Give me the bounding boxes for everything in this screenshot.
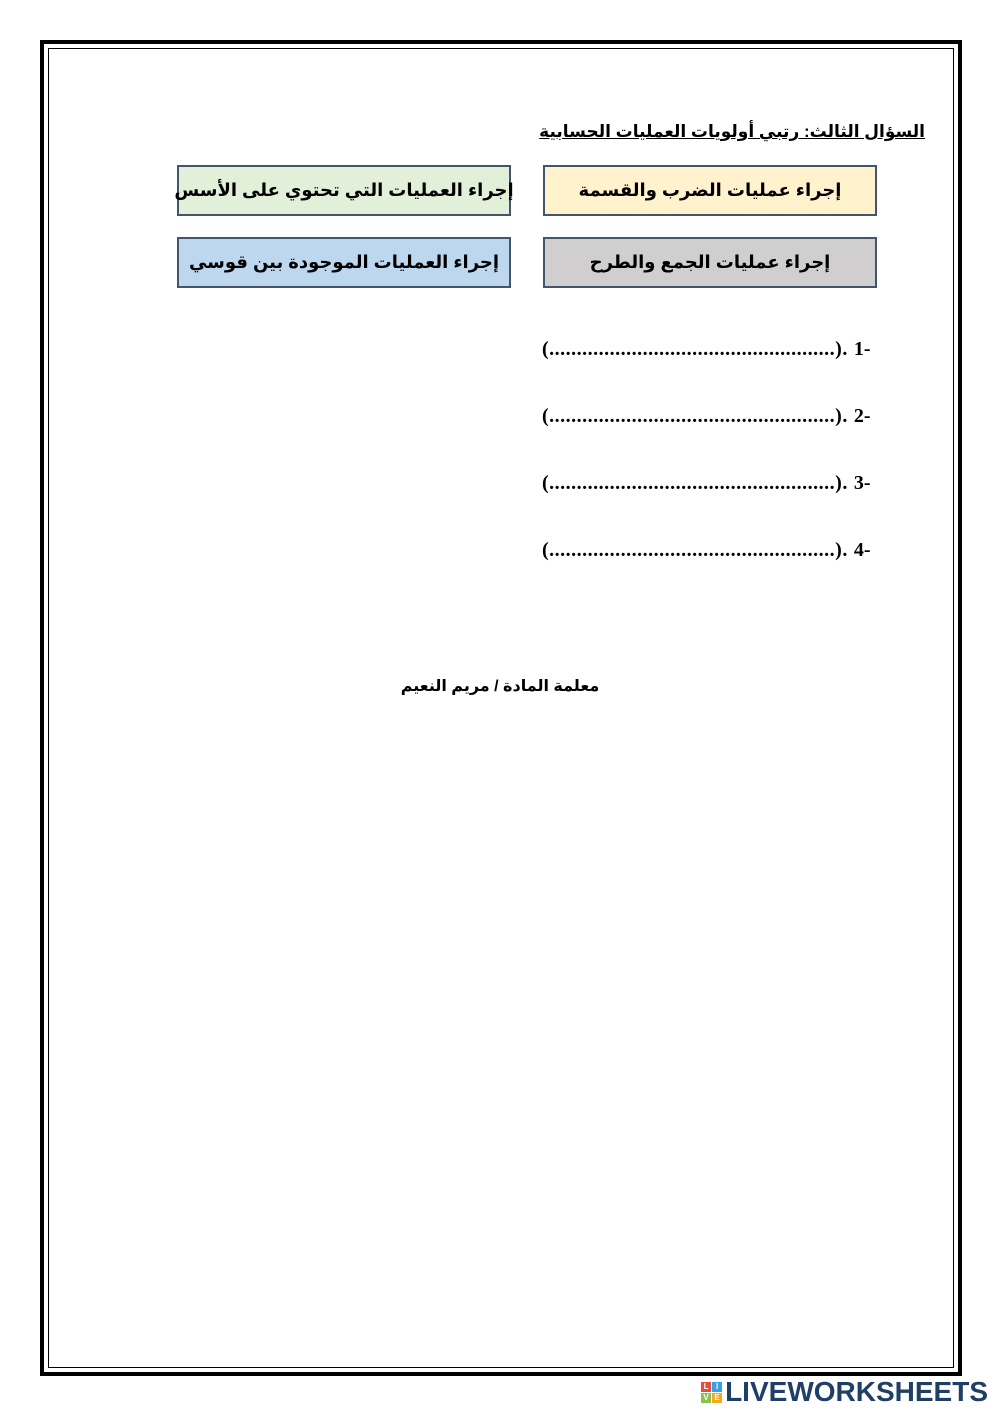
option-parentheses[interactable]: إجراء العمليات الموجودة بين قوسي (177, 237, 511, 288)
answer-blank-4[interactable]: (....................................................). (542, 539, 848, 561)
question-title: السؤال الثالث: رتبي أولويات العمليات الحسابية (539, 122, 925, 141)
option-add-subtract[interactable]: إجراء عمليات الجمع والطرح (543, 237, 877, 288)
answer-row-2 (542, 405, 898, 428)
logo-letter-l: L (701, 1382, 711, 1392)
logo-letter-i: I (712, 1382, 722, 1392)
logo-letter-v: V (701, 1393, 711, 1403)
option-exponents[interactable]: إجراء العمليات التي تحتوي على الأسس (177, 165, 511, 216)
answer-row-3 (542, 472, 898, 495)
answer-number-1: 1- (853, 338, 871, 360)
answer-number-2: 2- (853, 405, 871, 427)
logo-letter-e: E (712, 1393, 722, 1403)
answer-row-1 (542, 338, 898, 361)
teacher-name: معلمة المادة / مريم النعيم (400, 678, 600, 695)
answer-blank-1[interactable]: (....................................................). (542, 338, 848, 360)
option-multiply-divide[interactable]: إجراء عمليات الضرب والقسمة (543, 165, 877, 216)
answer-blank-2[interactable]: (....................................................). (542, 405, 848, 427)
liveworksheets-logo-icon (701, 1382, 722, 1403)
answer-row-4 (542, 539, 898, 562)
answer-blank-3[interactable]: (....................................................). (542, 472, 848, 494)
answer-number-4: 4- (853, 539, 871, 561)
liveworksheets-brand[interactable] (701, 1376, 988, 1408)
answer-number-3: 3- (853, 472, 871, 494)
brand-name: LIVEWORKSHEETS (725, 1376, 988, 1407)
